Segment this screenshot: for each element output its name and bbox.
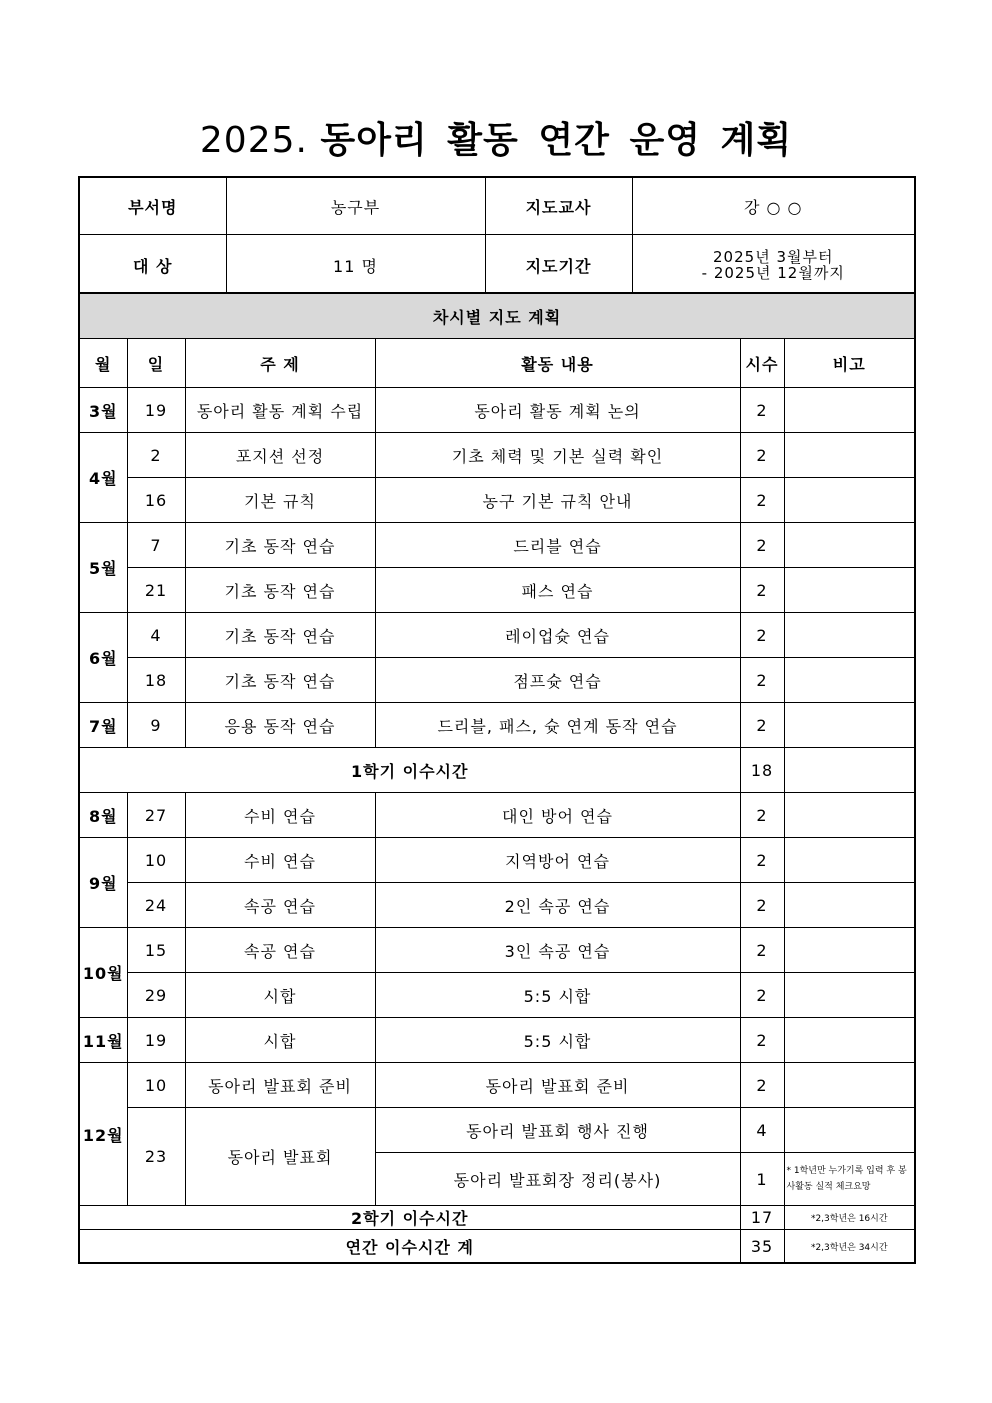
topic-cell: 수비 연습 bbox=[185, 793, 375, 838]
hours-cell: 4 bbox=[740, 1108, 784, 1153]
month-cell: 12월 bbox=[79, 1063, 127, 1206]
hours-cell: 2 bbox=[740, 1018, 784, 1063]
topic-cell: 동아리 발표회 준비 bbox=[185, 1063, 375, 1108]
hours-cell: 2 bbox=[740, 433, 784, 478]
hours-cell: 2 bbox=[740, 568, 784, 613]
note-cell bbox=[784, 388, 915, 433]
content-cell: 동아리 활동 계획 논의 bbox=[375, 388, 740, 433]
month-cell: 4월 bbox=[79, 433, 127, 523]
table-row bbox=[79, 973, 915, 1018]
table-row bbox=[79, 478, 915, 523]
semester2-label: 2학기 이수시간 bbox=[79, 1206, 740, 1230]
column-header-row bbox=[79, 339, 915, 388]
day-cell: 7 bbox=[127, 523, 185, 568]
table-row bbox=[79, 613, 915, 658]
title-main: 동아리 활동 연간 운영 계획 bbox=[320, 120, 793, 161]
teacher-label: 지도교사 bbox=[485, 177, 632, 235]
table-row bbox=[79, 793, 915, 838]
hours-cell: 2 bbox=[740, 523, 784, 568]
dept-label: 부서명 bbox=[79, 177, 226, 235]
plan-table bbox=[78, 292, 916, 1264]
target-value: 11 명 bbox=[226, 235, 485, 297]
period-line-1: 2025년 3월부터 bbox=[713, 248, 834, 266]
topic-cell: 시합 bbox=[185, 973, 375, 1018]
hours-cell: 1 bbox=[740, 1153, 784, 1206]
header-topic: 주 제 bbox=[185, 339, 375, 388]
content-cell: 동아리 발표회 행사 진행 bbox=[375, 1108, 740, 1153]
hours-cell: 2 bbox=[740, 928, 784, 973]
note-cell bbox=[784, 928, 915, 973]
note-cell bbox=[784, 703, 915, 748]
content-cell: 5:5 시합 bbox=[375, 1018, 740, 1063]
period-label: 지도기간 bbox=[485, 235, 632, 297]
semester1-label: 1학기 이수시간 bbox=[79, 748, 740, 793]
topic-cell: 포지션 선정 bbox=[185, 433, 375, 478]
annual-label: 연간 이수시간 계 bbox=[79, 1230, 740, 1264]
note-cell bbox=[784, 883, 915, 928]
subtotal-row bbox=[79, 748, 915, 793]
hours-cell: 2 bbox=[740, 613, 784, 658]
hours-cell: 2 bbox=[740, 793, 784, 838]
day-cell: 27 bbox=[127, 793, 185, 838]
day-cell: 29 bbox=[127, 973, 185, 1018]
note-cell bbox=[784, 1018, 915, 1063]
content-cell: 동아리 발표회 준비 bbox=[375, 1063, 740, 1108]
day-cell: 2 bbox=[127, 433, 185, 478]
month-cell: 7월 bbox=[79, 703, 127, 748]
day-cell: 9 bbox=[127, 703, 185, 748]
month-cell: 9월 bbox=[79, 838, 127, 928]
table-row bbox=[79, 703, 915, 748]
teacher-value: 강 ○ ○ bbox=[632, 177, 915, 235]
hours-cell: 2 bbox=[740, 658, 784, 703]
semester2-hours: 17 bbox=[740, 1206, 784, 1230]
total-row bbox=[79, 1230, 915, 1264]
topic-cell: 기초 동작 연습 bbox=[185, 658, 375, 703]
day-cell: 10 bbox=[127, 1063, 185, 1108]
dept-value: 농구부 bbox=[226, 177, 485, 235]
day-cell: 10 bbox=[127, 838, 185, 883]
header-month: 월 bbox=[79, 339, 127, 388]
annual-hours: 35 bbox=[740, 1230, 784, 1264]
semester2-note: *2,3학년은 16시간 bbox=[784, 1206, 915, 1230]
topic-cell: 속공 연습 bbox=[185, 928, 375, 973]
day-cell: 19 bbox=[127, 1018, 185, 1063]
note-cell bbox=[784, 433, 915, 478]
section-title: 차시별 지도 계획 bbox=[79, 293, 915, 339]
table-row bbox=[79, 433, 915, 478]
month-cell: 6월 bbox=[79, 613, 127, 703]
table-row bbox=[79, 1108, 915, 1153]
hours-cell: 2 bbox=[740, 478, 784, 523]
note-cell bbox=[784, 838, 915, 883]
topic-cell: 속공 연습 bbox=[185, 883, 375, 928]
day-cell: 21 bbox=[127, 568, 185, 613]
table-row bbox=[79, 1018, 915, 1063]
note-cell bbox=[784, 613, 915, 658]
subtotal-row bbox=[79, 1206, 915, 1230]
hours-cell: 2 bbox=[740, 973, 784, 1018]
table-row bbox=[79, 658, 915, 703]
table-row bbox=[79, 928, 915, 973]
note-cell bbox=[784, 1108, 915, 1153]
month-cell: 8월 bbox=[79, 793, 127, 838]
table-row bbox=[79, 568, 915, 613]
hours-cell: 2 bbox=[740, 703, 784, 748]
hours-cell: 2 bbox=[740, 1063, 784, 1108]
period-line-2: - 2025년 12월까지 bbox=[701, 264, 845, 282]
table-row bbox=[79, 1063, 915, 1108]
semester1-hours: 18 bbox=[740, 748, 784, 793]
note-cell bbox=[784, 793, 915, 838]
topic-cell: 기초 동작 연습 bbox=[185, 523, 375, 568]
header-note: 비고 bbox=[784, 339, 915, 388]
month-cell: 3월 bbox=[79, 388, 127, 433]
topic-cell: 수비 연습 bbox=[185, 838, 375, 883]
day-cell: 24 bbox=[127, 883, 185, 928]
content-cell: 대인 방어 연습 bbox=[375, 793, 740, 838]
content-cell: 5:5 시합 bbox=[375, 973, 740, 1018]
content-cell: 3인 속공 연습 bbox=[375, 928, 740, 973]
topic-cell: 기본 규칙 bbox=[185, 478, 375, 523]
day-cell: 15 bbox=[127, 928, 185, 973]
content-cell: 지역방어 연습 bbox=[375, 838, 740, 883]
table-row bbox=[79, 388, 915, 433]
note-cell bbox=[784, 1063, 915, 1108]
note-cell: * 1학년만 누가기록 입력 후 봉사활동 실적 체크요망 bbox=[784, 1153, 915, 1206]
note-cell bbox=[784, 568, 915, 613]
table-row bbox=[79, 523, 915, 568]
note-cell bbox=[784, 478, 915, 523]
content-cell: 레이업슛 연습 bbox=[375, 613, 740, 658]
content-cell: 농구 기본 규칙 안내 bbox=[375, 478, 740, 523]
month-cell: 5월 bbox=[79, 523, 127, 613]
hours-cell: 2 bbox=[740, 388, 784, 433]
hours-cell: 2 bbox=[740, 838, 784, 883]
page-title bbox=[0, 112, 992, 163]
content-cell: 기초 체력 및 기본 실력 확인 bbox=[375, 433, 740, 478]
content-cell: 패스 연습 bbox=[375, 568, 740, 613]
day-cell: 4 bbox=[127, 613, 185, 658]
table-row bbox=[79, 883, 915, 928]
day-cell: 19 bbox=[127, 388, 185, 433]
topic-cell: 기초 동작 연습 bbox=[185, 613, 375, 658]
section-header-row bbox=[79, 293, 915, 339]
note-cell bbox=[784, 748, 915, 793]
day-cell: 18 bbox=[127, 658, 185, 703]
content-cell: 2인 속공 연습 bbox=[375, 883, 740, 928]
note-cell bbox=[784, 658, 915, 703]
month-cell: 10월 bbox=[79, 928, 127, 1018]
hours-cell: 2 bbox=[740, 883, 784, 928]
info-row bbox=[79, 177, 915, 235]
content-cell: 동아리 발표회장 정리(봉사) bbox=[375, 1153, 740, 1206]
header-content: 활동 내용 bbox=[375, 339, 740, 388]
header-day: 일 bbox=[127, 339, 185, 388]
info-table bbox=[78, 176, 916, 297]
topic-cell: 동아리 활동 계획 수립 bbox=[185, 388, 375, 433]
content-cell: 점프슛 연습 bbox=[375, 658, 740, 703]
month-cell: 11월 bbox=[79, 1018, 127, 1063]
topic-cell: 시합 bbox=[185, 1018, 375, 1063]
topic-cell: 기초 동작 연습 bbox=[185, 568, 375, 613]
note-cell bbox=[784, 973, 915, 1018]
period-value bbox=[632, 235, 915, 297]
topic-cell: 동아리 발표회 bbox=[185, 1108, 375, 1206]
day-cell: 23 bbox=[127, 1108, 185, 1206]
content-cell: 드리블 연습 bbox=[375, 523, 740, 568]
content-cell: 드리블, 패스, 슛 연계 동작 연습 bbox=[375, 703, 740, 748]
topic-cell: 응용 동작 연습 bbox=[185, 703, 375, 748]
note-cell bbox=[784, 523, 915, 568]
info-row bbox=[79, 235, 915, 297]
day-cell: 16 bbox=[127, 478, 185, 523]
annual-note: *2,3학년은 34시간 bbox=[784, 1230, 915, 1264]
target-label: 대 상 bbox=[79, 235, 226, 297]
title-year: 2025. bbox=[199, 120, 308, 161]
header-hours: 시수 bbox=[740, 339, 784, 388]
table-row bbox=[79, 838, 915, 883]
